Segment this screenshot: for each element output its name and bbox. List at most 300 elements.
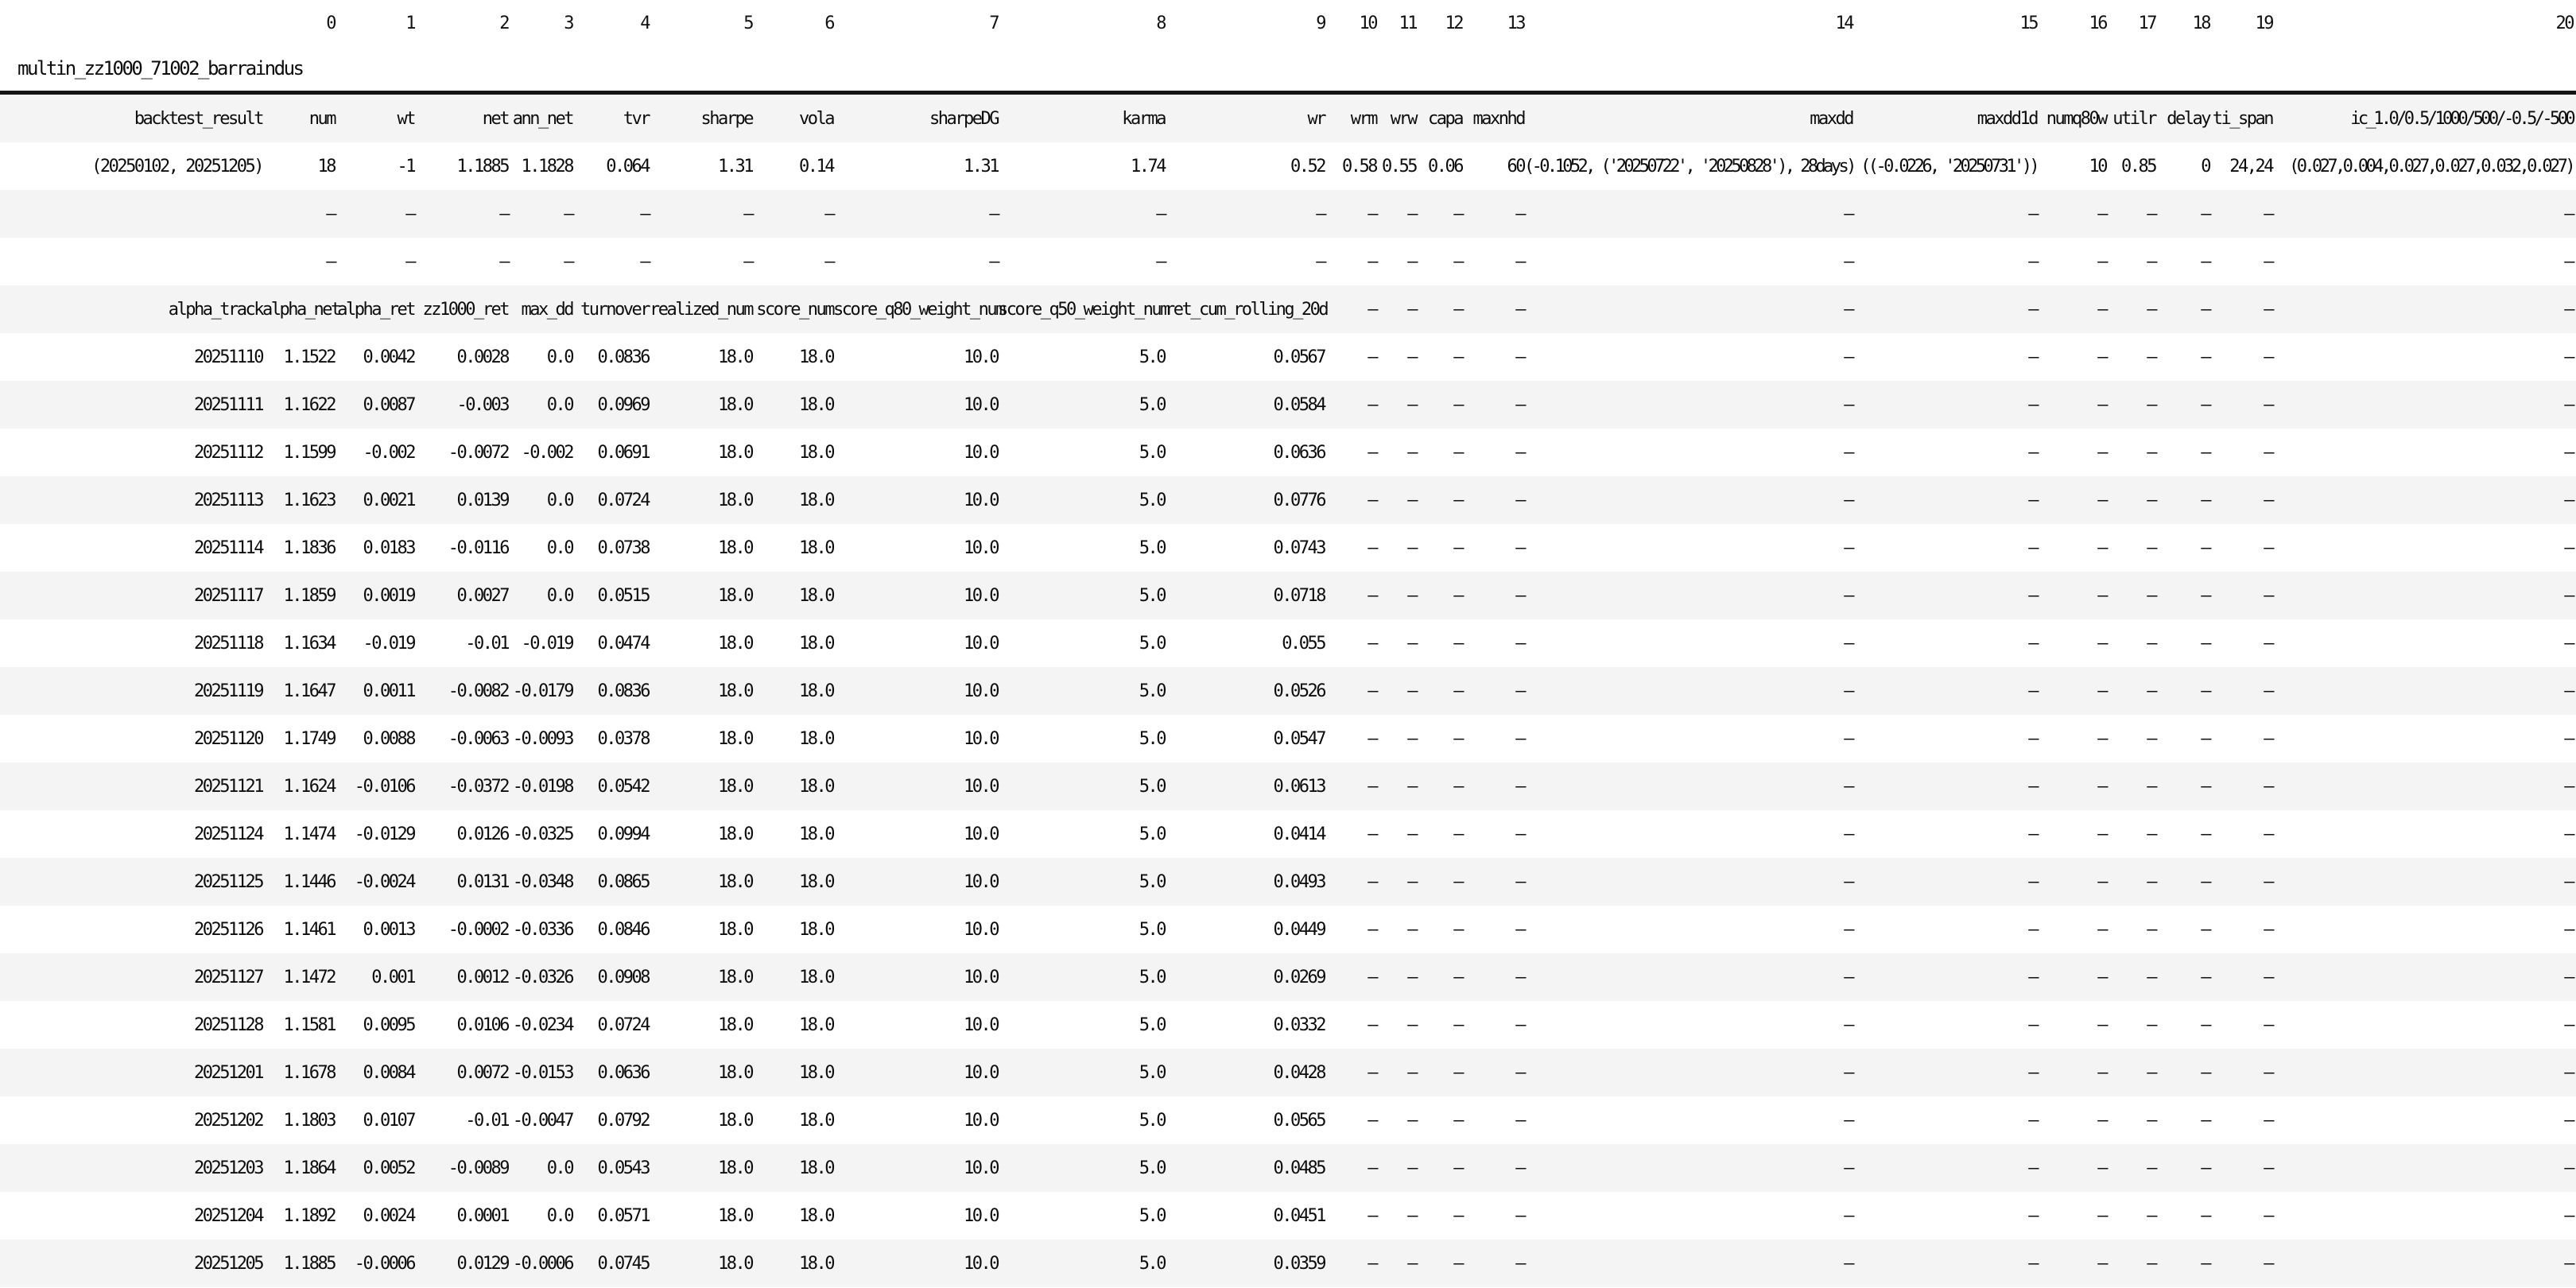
placeholder-dash: —	[2264, 1158, 2272, 1178]
value-cell: alpha_net	[262, 299, 339, 320]
placeholder-dash: —	[1515, 299, 1524, 320]
placeholder-dash: —	[1515, 728, 1524, 749]
value-cell: 10.0	[964, 776, 998, 797]
value-cell: 18.0	[799, 1014, 833, 1035]
placeholder-dash: —	[2097, 633, 2106, 654]
placeholder-dash: —	[1515, 394, 1524, 415]
value-cell: (0.027,0.004,0.027,0.027,0.032,0.027)	[2289, 156, 2573, 177]
value-cell: ti_span	[2212, 108, 2272, 129]
placeholder-dash: —	[2028, 1110, 2037, 1131]
value-cell: 0.0106	[456, 1014, 508, 1035]
value-cell: 1.1461	[283, 919, 335, 940]
column-index: 16	[2089, 13, 2106, 33]
placeholder-dash: —	[2564, 347, 2573, 367]
value-cell: utilr	[2112, 108, 2155, 129]
placeholder-dash: —	[1515, 776, 1524, 797]
placeholder-dash: —	[1407, 1205, 1416, 1226]
placeholder-dash: —	[1407, 967, 1416, 987]
placeholder-dash: —	[1515, 919, 1524, 940]
value-cell: 0.0745	[597, 1253, 649, 1274]
value-cell: 0.0183	[363, 537, 414, 558]
value-cell: sharpe	[700, 108, 752, 129]
daily-track-row	[0, 762, 2576, 810]
placeholder-dash: —	[1368, 871, 1376, 892]
value-cell: 0.0969	[597, 394, 649, 415]
value-cell: 0.0994	[597, 824, 649, 844]
header-row-alpha-track	[0, 285, 2576, 333]
placeholder-dash: —	[1844, 394, 1852, 415]
value-cell: 1.74	[1131, 156, 1165, 177]
backtest-table	[0, 95, 2576, 1287]
placeholder-dash: —	[2097, 919, 2106, 940]
value-cell: -0.0082	[448, 681, 508, 701]
value-cell: 10.0	[964, 1110, 998, 1131]
value-cell: 10.0	[964, 871, 998, 892]
placeholder-dash: —	[1515, 347, 1524, 367]
placeholder-dash: —	[1453, 394, 1462, 415]
value-cell: 5.0	[1139, 967, 1165, 987]
placeholder-dash: —	[2028, 204, 2037, 224]
row-label: 20251204	[194, 1205, 262, 1226]
placeholder-dash: —	[2147, 1110, 2155, 1131]
row-label: 20251202	[194, 1110, 262, 1131]
value-cell: 5.0	[1139, 824, 1165, 844]
placeholder-dash: —	[2028, 299, 2037, 320]
value-cell: 1.1828	[521, 156, 572, 177]
value-cell: 0.055	[1282, 633, 1325, 654]
placeholder-dash: —	[1453, 728, 1462, 749]
value-cell: num	[308, 108, 335, 129]
value-cell: -0.002	[521, 442, 572, 463]
value-cell: 1.1599	[283, 442, 335, 463]
placeholder-dash: —	[2264, 824, 2272, 844]
placeholder-dash: —	[2201, 1014, 2209, 1035]
value-cell: 18.0	[718, 394, 752, 415]
value-cell: -0.0234	[512, 1014, 572, 1035]
placeholder-dash: —	[2201, 537, 2209, 558]
placeholder-dash: —	[1515, 204, 1524, 224]
placeholder-dash: —	[2147, 204, 2155, 224]
placeholder-dash: —	[1407, 728, 1416, 749]
placeholder-dash: —	[1407, 1110, 1416, 1131]
placeholder-dash: —	[1368, 394, 1376, 415]
placeholder-dash: —	[499, 204, 508, 224]
daily-track-row	[0, 476, 2576, 524]
value-cell: 0.0	[546, 490, 572, 510]
placeholder-dash: —	[1453, 1205, 1462, 1226]
value-cell: 0.0776	[1273, 490, 1325, 510]
value-cell: 0.0269	[1273, 967, 1325, 987]
value-cell: -0.0325	[512, 824, 572, 844]
row-label: 20251113	[194, 490, 262, 510]
daily-track-row	[0, 429, 2576, 476]
value-cell: 0.0001	[456, 1205, 508, 1226]
value-cell: 1.1446	[283, 871, 335, 892]
value-cell: 1.1749	[283, 728, 335, 749]
placeholder-dash: —	[1407, 919, 1416, 940]
placeholder-dash: —	[1453, 537, 1462, 558]
placeholder-dash: —	[1844, 299, 1852, 320]
value-cell: 0.0846	[597, 919, 649, 940]
value-cell: 1.1624	[283, 776, 335, 797]
value-cell: maxnhd	[1472, 108, 1524, 129]
placeholder-dash: —	[2264, 681, 2272, 701]
column-index: 4	[640, 13, 649, 33]
row-label: (20250102, 20251205)	[91, 156, 262, 177]
placeholder-dash: —	[2147, 490, 2155, 510]
placeholder-dash: —	[2201, 871, 2209, 892]
value-cell: 1.1892	[283, 1205, 335, 1226]
daily-track-row	[0, 810, 2576, 858]
placeholder-dash: —	[1368, 299, 1376, 320]
value-cell: vola	[799, 108, 833, 129]
value-cell: 0.0	[546, 1158, 572, 1178]
value-cell: 0.0	[546, 347, 572, 367]
column-index: 1	[405, 13, 414, 33]
placeholder-dash: —	[1844, 1110, 1852, 1131]
value-cell: 18.0	[718, 1014, 752, 1035]
placeholder-dash: —	[2564, 1205, 2573, 1226]
value-cell: 10	[2089, 156, 2106, 177]
daily-track-row	[0, 1192, 2576, 1240]
placeholder-dash: —	[2264, 347, 2272, 367]
value-cell: -0.0116	[448, 537, 508, 558]
placeholder-dash: —	[1368, 251, 1376, 272]
daily-track-row	[0, 524, 2576, 572]
value-cell: 60	[1507, 156, 1524, 177]
value-cell: 0.0543	[597, 1158, 649, 1178]
placeholder-dash: —	[2028, 1062, 2037, 1083]
placeholder-dash: —	[1515, 871, 1524, 892]
value-cell: 10.0	[964, 1158, 998, 1178]
daily-track-row	[0, 1049, 2576, 1096]
placeholder-dash: —	[2147, 251, 2155, 272]
placeholder-dash: —	[1515, 967, 1524, 987]
placeholder-dash: —	[1453, 776, 1462, 797]
value-cell: 18	[317, 156, 335, 177]
placeholder-dash: —	[2097, 967, 2106, 987]
placeholder-dash: —	[1453, 1110, 1462, 1131]
placeholder-dash: —	[1844, 251, 1852, 272]
value-cell: 10.0	[964, 1205, 998, 1226]
daily-track-row	[0, 1096, 2576, 1144]
value-cell: 10.0	[964, 728, 998, 749]
value-cell: 5.0	[1139, 394, 1165, 415]
placeholder-dash: —	[1515, 537, 1524, 558]
value-cell: 10.0	[964, 824, 998, 844]
placeholder-dash: —	[1368, 919, 1376, 940]
value-cell: 0.0451	[1273, 1205, 1325, 1226]
placeholder-dash: —	[1844, 347, 1852, 367]
placeholder-dash: —	[2147, 1062, 2155, 1083]
value-cell: -0.01	[465, 1110, 508, 1131]
placeholder-dash: —	[2564, 681, 2573, 701]
value-cell: 0.0738	[597, 537, 649, 558]
value-cell: 0.0042	[363, 347, 414, 367]
value-cell: 18.0	[718, 967, 752, 987]
placeholder-dash: —	[1407, 1062, 1416, 1083]
placeholder-dash: —	[1368, 967, 1376, 987]
value-cell: 5.0	[1139, 633, 1165, 654]
placeholder-dash: —	[2028, 824, 2037, 844]
placeholder-dash: —	[2201, 967, 2209, 987]
value-cell: 0.0636	[1273, 442, 1325, 463]
empty-dash-row	[0, 238, 2576, 285]
value-cell: 0.0378	[597, 728, 649, 749]
value-cell: 0.0836	[597, 681, 649, 701]
value-cell: 5.0	[1139, 919, 1165, 940]
placeholder-dash: —	[1844, 1253, 1852, 1274]
value-cell: 1.1581	[283, 1014, 335, 1035]
placeholder-dash: —	[1368, 1014, 1376, 1035]
placeholder-dash: —	[1368, 490, 1376, 510]
placeholder-dash: —	[743, 251, 752, 272]
value-cell: sharpeDG	[929, 108, 998, 129]
daily-track-row	[0, 333, 2576, 381]
placeholder-dash: —	[2564, 442, 2573, 463]
placeholder-dash: —	[1407, 490, 1416, 510]
value-cell: 5.0	[1139, 1253, 1165, 1274]
placeholder-dash: —	[2201, 299, 2209, 320]
placeholder-dash: —	[1407, 537, 1416, 558]
value-cell: 24,24	[2229, 156, 2272, 177]
placeholder-dash: —	[1515, 1014, 1524, 1035]
value-cell: 0.0691	[597, 442, 649, 463]
placeholder-dash: —	[2147, 585, 2155, 606]
value-cell: score_q80_weight_num	[833, 299, 1004, 320]
placeholder-dash: —	[1844, 919, 1852, 940]
column-index: 2	[499, 13, 508, 33]
placeholder-dash: —	[2201, 824, 2209, 844]
placeholder-dash: —	[1407, 299, 1416, 320]
value-cell: -0.0372	[448, 776, 508, 797]
value-cell: -0.01	[465, 633, 508, 654]
value-cell: 0.0011	[363, 681, 414, 701]
placeholder-dash: —	[2201, 728, 2209, 749]
value-cell: maxdd	[1810, 108, 1852, 129]
value-cell: 0.0865	[597, 871, 649, 892]
placeholder-dash: —	[2028, 490, 2037, 510]
placeholder-dash: —	[2147, 537, 2155, 558]
value-cell: 18.0	[718, 776, 752, 797]
placeholder-dash: —	[2564, 1062, 2573, 1083]
placeholder-dash: —	[1515, 824, 1524, 844]
placeholder-dash: —	[1515, 1110, 1524, 1131]
placeholder-dash: —	[1407, 347, 1416, 367]
placeholder-dash: —	[1453, 919, 1462, 940]
row-label: 20251112	[194, 442, 262, 463]
placeholder-dash: —	[2564, 1110, 2573, 1131]
placeholder-dash: —	[2201, 204, 2209, 224]
value-cell: 0.0126	[456, 824, 508, 844]
value-cell: wrw	[1390, 108, 1416, 129]
row-label: 20251111	[194, 394, 262, 415]
value-cell: karma	[1122, 108, 1165, 129]
placeholder-dash: —	[2097, 871, 2106, 892]
column-index: 7	[989, 13, 998, 33]
value-cell: -0.0336	[512, 919, 572, 940]
value-cell: -0.019	[363, 633, 414, 654]
placeholder-dash: —	[2264, 1253, 2272, 1274]
placeholder-dash: —	[2264, 299, 2272, 320]
row-label: 20251124	[194, 824, 262, 844]
placeholder-dash: —	[2264, 442, 2272, 463]
placeholder-dash: —	[1407, 394, 1416, 415]
value-cell: 10.0	[964, 537, 998, 558]
placeholder-dash: —	[2028, 1014, 2037, 1035]
column-index: 17	[2138, 13, 2155, 33]
value-cell: 0.0024	[363, 1205, 414, 1226]
placeholder-dash: —	[1453, 1253, 1462, 1274]
value-cell: -0.0198	[512, 776, 572, 797]
value-cell: 10.0	[964, 442, 998, 463]
value-cell: 0.0095	[363, 1014, 414, 1035]
placeholder-dash: —	[1515, 681, 1524, 701]
value-cell: 5.0	[1139, 1014, 1165, 1035]
value-cell: ((-0.0226, '20250731'))	[1860, 156, 2037, 177]
placeholder-dash: —	[2097, 1062, 2106, 1083]
placeholder-dash: —	[2147, 394, 2155, 415]
placeholder-dash: —	[1368, 824, 1376, 844]
placeholder-dash: —	[1368, 1253, 1376, 1274]
empty-dash-row	[0, 190, 2576, 238]
value-cell: 0.0743	[1273, 537, 1325, 558]
placeholder-dash: —	[2028, 776, 2037, 797]
value-cell: 10.0	[964, 585, 998, 606]
placeholder-dash: —	[1844, 728, 1852, 749]
placeholder-dash: —	[2564, 871, 2573, 892]
placeholder-dash: —	[2028, 394, 2037, 415]
value-cell: 18.0	[799, 1158, 833, 1178]
value-cell: -0.0326	[512, 967, 572, 987]
value-cell: 18.0	[799, 919, 833, 940]
value-cell: 0.0131	[456, 871, 508, 892]
value-cell: 0.0084	[363, 1062, 414, 1083]
placeholder-dash: —	[2564, 299, 2573, 320]
placeholder-dash: —	[1368, 347, 1376, 367]
value-cell: 1.1622	[283, 394, 335, 415]
placeholder-dash: —	[2028, 633, 2037, 654]
placeholder-dash: —	[1407, 871, 1416, 892]
placeholder-dash: —	[2564, 824, 2573, 844]
column-index: 10	[1359, 13, 1376, 33]
value-cell: 1.1474	[283, 824, 335, 844]
daily-track-row	[0, 858, 2576, 906]
placeholder-dash: —	[1453, 1014, 1462, 1035]
row-label: 20251128	[194, 1014, 262, 1035]
value-cell: 0.0571	[597, 1205, 649, 1226]
value-cell: net	[482, 108, 508, 129]
placeholder-dash: —	[2264, 871, 2272, 892]
value-cell: 5.0	[1139, 585, 1165, 606]
placeholder-dash: —	[1407, 1253, 1416, 1274]
value-cell: 0.06	[1428, 156, 1462, 177]
value-cell: 0.0021	[363, 490, 414, 510]
placeholder-dash: —	[1844, 442, 1852, 463]
value-cell: 0.0052	[363, 1158, 414, 1178]
column-index-row	[0, 0, 2576, 46]
value-cell: alpha_ret	[337, 299, 414, 320]
value-cell: turnover	[580, 299, 649, 320]
placeholder-dash: —	[2028, 728, 2037, 749]
value-cell: 0.58	[1342, 156, 1376, 177]
value-cell: wr	[1307, 108, 1325, 129]
value-cell: 1.1885	[456, 156, 508, 177]
value-cell: 18.0	[799, 871, 833, 892]
value-cell: -1	[397, 156, 414, 177]
placeholder-dash: —	[2264, 1110, 2272, 1131]
value-cell: 10.0	[964, 394, 998, 415]
value-cell: 18.0	[718, 1253, 752, 1274]
placeholder-dash: —	[2564, 919, 2573, 940]
value-cell: 0.0718	[1273, 585, 1325, 606]
value-cell: capa	[1428, 108, 1462, 129]
column-index: 13	[1507, 13, 1524, 33]
placeholder-dash: —	[2564, 1253, 2573, 1274]
row-label: 20251114	[194, 537, 262, 558]
placeholder-dash: —	[1844, 537, 1852, 558]
daily-track-row	[0, 619, 2576, 667]
placeholder-dash: —	[1453, 299, 1462, 320]
value-cell: 0.0908	[597, 967, 649, 987]
value-cell: 0.0547	[1273, 728, 1325, 749]
value-cell: 0.0792	[597, 1110, 649, 1131]
value-cell: 0.0	[546, 394, 572, 415]
placeholder-dash: —	[1844, 1062, 1852, 1083]
column-index: 19	[2255, 13, 2272, 33]
value-cell: zz1000_ret	[422, 299, 508, 320]
placeholder-dash: —	[1368, 537, 1376, 558]
value-cell: 1.1623	[283, 490, 335, 510]
placeholder-dash: —	[2147, 967, 2155, 987]
row-label: 20251121	[194, 776, 262, 797]
daily-track-row	[0, 667, 2576, 715]
placeholder-dash: —	[1368, 585, 1376, 606]
placeholder-dash: —	[2097, 1253, 2106, 1274]
value-cell: 5.0	[1139, 871, 1165, 892]
placeholder-dash: —	[1844, 204, 1852, 224]
value-cell: 18.0	[799, 728, 833, 749]
value-cell: 5.0	[1139, 776, 1165, 797]
value-cell: 0.0493	[1273, 871, 1325, 892]
value-cell: -0.0093	[512, 728, 572, 749]
placeholder-dash: —	[405, 204, 414, 224]
value-cell: 0.0724	[597, 490, 649, 510]
placeholder-dash: —	[2028, 1158, 2037, 1178]
value-cell: 1.1522	[283, 347, 335, 367]
placeholder-dash: —	[2201, 1253, 2209, 1274]
placeholder-dash: —	[2028, 681, 2037, 701]
placeholder-dash: —	[2264, 728, 2272, 749]
value-cell: 10.0	[964, 1062, 998, 1083]
value-cell: 1.31	[718, 156, 752, 177]
value-cell: 10.0	[964, 1253, 998, 1274]
value-cell: 0.14	[799, 156, 833, 177]
value-cell: score_q50_weight_num	[998, 299, 1169, 320]
header-row-backtest	[0, 95, 2576, 142]
value-cell: ic_1.0/0.5/1000/500/-0.5/-500	[2350, 108, 2573, 129]
column-index: 20	[2555, 13, 2573, 33]
value-cell: 0.0087	[363, 394, 414, 415]
value-cell: -0.0089	[448, 1158, 508, 1178]
value-cell: 1.1885	[283, 1253, 335, 1274]
placeholder-dash: —	[1515, 633, 1524, 654]
placeholder-dash: —	[1368, 1158, 1376, 1178]
value-cell: 5.0	[1139, 1158, 1165, 1178]
placeholder-dash: —	[640, 251, 649, 272]
value-cell: -0.019	[521, 633, 572, 654]
value-cell: 18.0	[718, 1110, 752, 1131]
